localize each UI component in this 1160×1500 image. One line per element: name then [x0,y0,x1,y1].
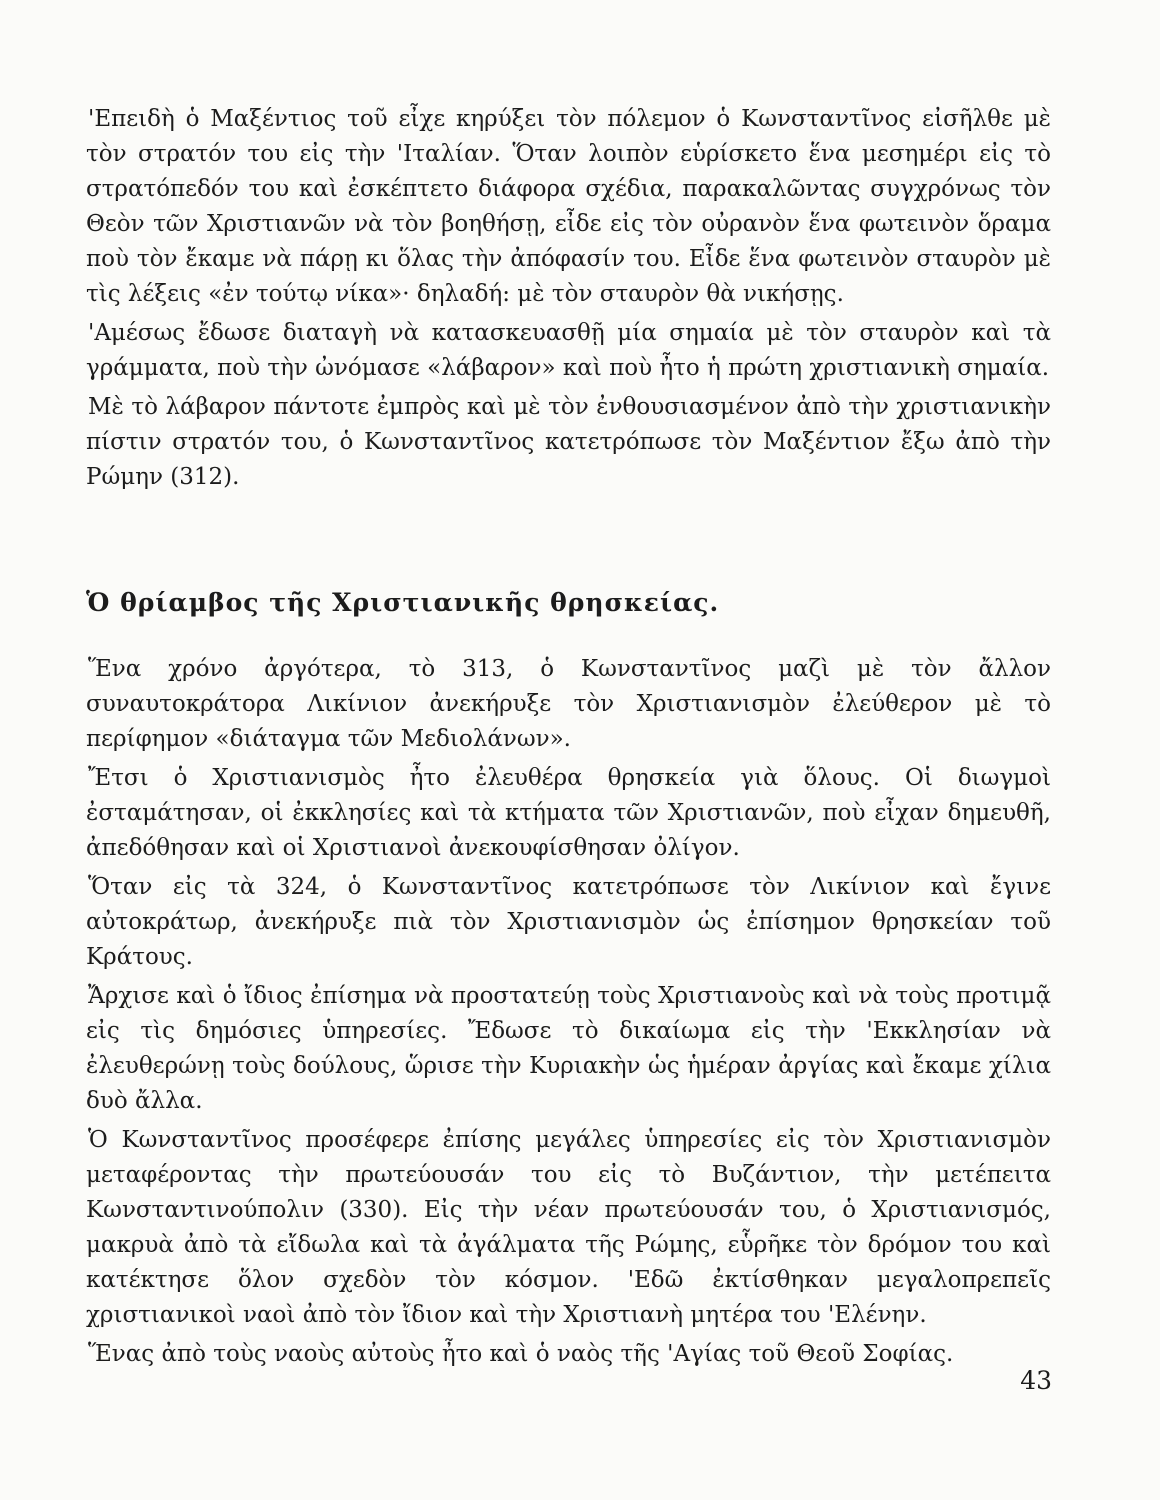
paragraph: Ὁ Κωνσταντῖνος προσέφερε ἐπίσης μεγάλες ὑπηρεσίες εἰς τὸν Χριστιανισμὸν μεταφέροντας τὴν πρωτεύουσάν του εἰς τὸ Βυζάντιον, τὴν μετέπειτα Κωνσταντινούπολιν (330). Εἰς τὴν νέαν πρωτεύουσάν του, ὁ Χριστιανισμός, μακρυὰ ἀπὸ τὰ εἴδωλα καὶ τὰ ἀγάλματα τῆς Ρώμης, εὗρῆκε τὸν δρόμον του καὶ κατέκτησε ὅλον σχεδὸν τὸν κόσμον. 'Εδῶ ἐκτίσθηκαν μεγαλοπρεπεῖς χριστιανικοὶ ναοὶ ἀπὸ τὸν ἴδιον καὶ τὴν Χριστιανὴ μητέρα του 'Ελένην. [86,1127,1051,1328]
section-heading-block [86,585,1051,620]
text-section-top [86,102,1051,497]
paragraph: Ἕνα χρόνο ἀργότερα, τὸ 313, ὁ Κωνσταντῖνος μαζὶ μὲ τὸν ἄλλον συναυτοκράτορα Λικίνιον ἀνεκήρυξε τὸν Χριστιανισμὸν ἐλεύθερον μὲ τὸ περίφημον «διάταγμα τῶν Μεδιολάνων». [86,656,1051,752]
paragraph: 'Αμέσως ἔδωσε διαταγὴ νὰ κατασκευασθῇ μία σημαία μὲ τὸν σταυρὸν καὶ τὰ γράμματα, ποὺ τὴν ὠνόμασε «λάβαρον» καὶ ποὺ ἦτο ἡ πρώτη χριστιανικὴ σημαία. [86,320,1051,381]
paragraph: Ἄρχισε καὶ ὁ ἴδιος ἐπίσημα νὰ προστατεύῃ τοὺς Χριστιανοὺς καὶ νὰ τοὺς προτιμᾷ εἰς τὶς δημόσιες ὑπηρεσίες. Ἔδωσε τὸ δικαίωμα εἰς τὴν 'Εκκλησίαν νὰ ἐλευθερώνῃ τοὺς δούλους, ὥρισε τὴν Κυριακὴν ὡς ἡμέραν ἀργίας καὶ ἔκαμε χίλια δυὸ ἄλλα. [86,983,1051,1114]
paragraph: Ἔτσι ὁ Χριστιανισμὸς ἦτο ἐλευθέρα θρησκεία γιὰ ὅλους. Οἱ διωγμοὶ ἐσταμάτησαν, οἱ ἐκκλησίες καὶ τὰ κτήματα τῶν Χριστιανῶν, ποὺ εἶχαν δημευθῆ, ἀπεδόθησαν καὶ οἱ Χριστιανοὶ ἀνεκουφίσθησαν ὀλίγον. [86,765,1051,861]
paragraph: Ἕνας ἀπὸ τοὺς ναοὺς αὐτοὺς ἦτο καὶ ὁ ναὸς τῆς 'Αγίας τοῦ Θεοῦ Σοφίας. [88,1341,954,1367]
section-heading: Ὁ θρίαμβος τῆς Χριστιανικῆς θρησκείας. [86,588,720,617]
paragraph: 'Επειδὴ ὁ Μαξέντιος τοῦ εἶχε κηρύξει τὸν πόλεμον ὁ Κωνσταντῖνος εἰσῆλθε μὲ τὸν στρατόν του εἰς τὴν 'Ιταλίαν. Ὅταν λοιπὸν εὑρίσκετο ἕνα μεσημέρι εἰς τὸ στρατόπεδόν του καὶ ἐσκέπτετο διάφορα σχέδια, παρακαλῶντας συγχρόνως τὸν Θεὸν τῶν Χριστιανῶν νὰ τὸν βοηθήσῃ, εἶδε εἰς τὸν οὐρανὸν ἕνα φωτεινὸν ὅραμα ποὺ τὸν ἔκαμε νὰ πάρῃ κι ὅλας τὴν ἀπόφασίν του. Εἶδε ἕνα φωτεινὸν σταυρὸν μὲ τὶς λέξεις «ἐν τούτῳ νίκα»· δηλαδή: μὲ τὸν σταυρὸν θὰ νικήσῃς. [86,106,1051,307]
paragraph: Μὲ τὸ λάβαρον πάντοτε ἐμπρὸς καὶ μὲ τὸν ἐνθουσιασμένον ἀπὸ τὴν χριστιανικὴν πίστιν στρατόν του, ὁ Κωνσταντῖνος κατετρόπωσε τὸν Μαξέντιον ἔξω ἀπὸ τὴν Ρώμην (312). [86,394,1051,490]
page-number: 43 [1020,1366,1052,1395]
paragraph: Ὅταν εἰς τὰ 324, ὁ Κωνσταντῖνος κατετρόπωσε τὸν Λικίνιον καὶ ἔγινε αὐτοκράτωρ, ἀνεκήρυξε πιὰ τὸν Χριστιανισμὸν ὡς ἐπίσημον θρησκείαν τοῦ Κράτους. [86,874,1051,970]
text-section-bottom [86,652,1051,1374]
